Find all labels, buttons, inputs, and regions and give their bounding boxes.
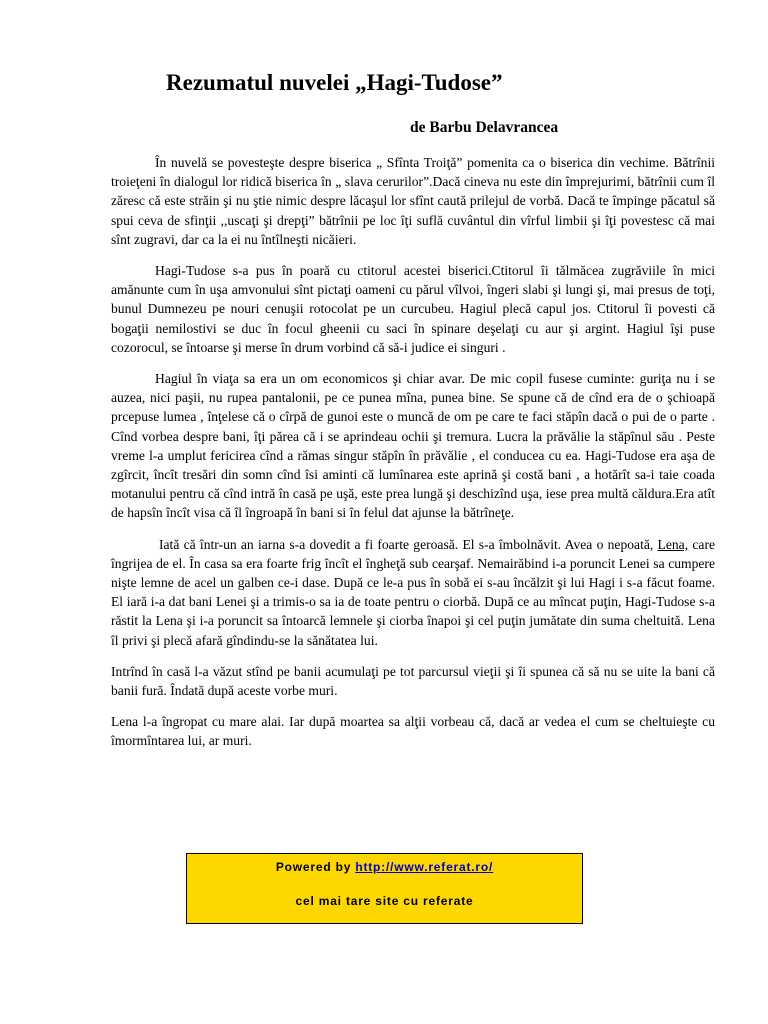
document-author: de Barbu Delavrancea	[410, 119, 559, 136]
paragraph-4-name: Lena,	[657, 536, 689, 552]
paragraph-3: Hagiul în viaţa sa era un om economicos şi chiar avar. De mic copil fusese cuminte: guriţa nu i se auzea, nici paşii, nu rupea pantalonii, pe ce punea mîna, punea bine. Se spune că de cînd era de o şchioapă prcepuse lumea , înţelese că o cîrpă de gunoi este o muncă de om pe care te faci stăpîn dacă o pui de o parte . Cînd vorbea despre bani, îţi părea că i se aprindeau ochii şi tremura. Lucra la prăvălie la stăpînul său . Peste vreme l-a umplut fericirea cînd a rămas singur stăpîn în prăvălie , el conducea cu ea. Hagi-Tudose era aşa de zgîrcit, încît tresări din somn cînd îsi aminti că lumînarea este aprină şi costă bani , a hotărît sa-i taie coada motanului pentru că cînd intră în casă pe uşă, este prea lungă şi deschizînd uşa, iese prea multă căldura.Era atît de hapsîn încît visa că îl îngroapă în bani si în felul dat ajunse la bătrîneţe.	[111, 371, 715, 521]
document-body	[111, 153, 715, 763]
referat-banner	[186, 853, 583, 924]
paragraph-6: Lena l-a îngropat cu mare alai. Iar după moartea sa alţii vorbeau că, dacă ar vedea el cum se cheltuieşte cu îmormîntarea lui, ar muri.	[111, 714, 715, 749]
paragraph-5: Intrînd în casă l-a văzut stînd pe banii acumulaţi pe tot parcursul vieţii şi îi spunea că să nu se uite la bani că banii fură. Îndată după aceste vorbe muri.	[111, 663, 715, 699]
paragraph-2: Hagi-Tudose s-a pus în poară cu ctitorul acestei biserici.Ctitorul îi tălmăcea zugrăviile în mici amănunte cum în uşa amvonului sînt pictaţi oameni cu părul vîlvoi, îngeri slabi şi lungi şi, mai presus de toţi, bunul Dumnezeu pe nouri cenuşii rotocolat pe un curcubeu. Hagiul plecă capul jos. Ctitorul îi povesti că bogaţii nemilostivi se duc în focul gheenii cu saci în spinare deşelaţi cu aur şi argint. Hagiul îşi puse cozorocul, se întoarse şi merse în drum vorbind că să-i judice ei singuri .	[111, 263, 715, 355]
paragraph-4-start: Iată că într-un an iarna s-a dovedit a fi foarte geroasă. El s-a îmbolnăvit. Avea o nepoată,	[159, 536, 658, 552]
powered-by-label: Powered by	[275, 860, 356, 874]
referat-link[interactable]: http://www.referat.ro/	[355, 860, 494, 874]
powered-by-line	[187, 860, 582, 874]
paragraph-4	[111, 535, 715, 650]
paragraph-4-rest: care îngrijea de el. În casa sa era foarte frig încît el îngheţă sub cearşaf. Nemairăbind i-a poruncit Lenei sa cumpere nişte lemne de acel un galben ce-i dase. După ce le-a pus în sobă ei s-au încălzit şi lui Hagi i s-a făcut foame. El iară i-a dat bani Lenei şi a trimis-o sa ia de toate pentru o ciorbă. După ce au mîncat puţin, Hagi-Tudose s-a răstit la Lena şi i-a poruncit sa întoarcă lemnele şi ciorba înapoi şi cel puţin jumătate din suma cheltuită. Lena îl privi şi plecă afară gîndindu-se la sănătatea lui.	[111, 536, 715, 648]
document-title: Rezumatul nuvelei „Hagi-Tudose”	[166, 70, 503, 95]
banner-tagline: cel mai tare site cu referate	[295, 894, 474, 908]
paragraph-1: În nuvelă se povesteşte despre biserica „ Sfînta Troiţă” pomenita ca o biserica din vechime. Bătrînii troieţeni în dialogul lor ridică biserica în „ slava cerurilor”.Dacă cineva nu este din împrejurimi, bătrînii cum îl zăresc că este străin şi nu ştie nimic despre lăcaşul lor sfînt caută prilejul de vorbă. Dacă te împinge păcatul să spui ceva de sfinţii ,,uscaţi şi drepţi” bătrînii pe loc îţi suflă cuvântul din vîrful limbii şi îţi povestesc că mai sînt zugravi, dar ca la ei nu întîlneşti nicăieri.	[111, 155, 715, 247]
